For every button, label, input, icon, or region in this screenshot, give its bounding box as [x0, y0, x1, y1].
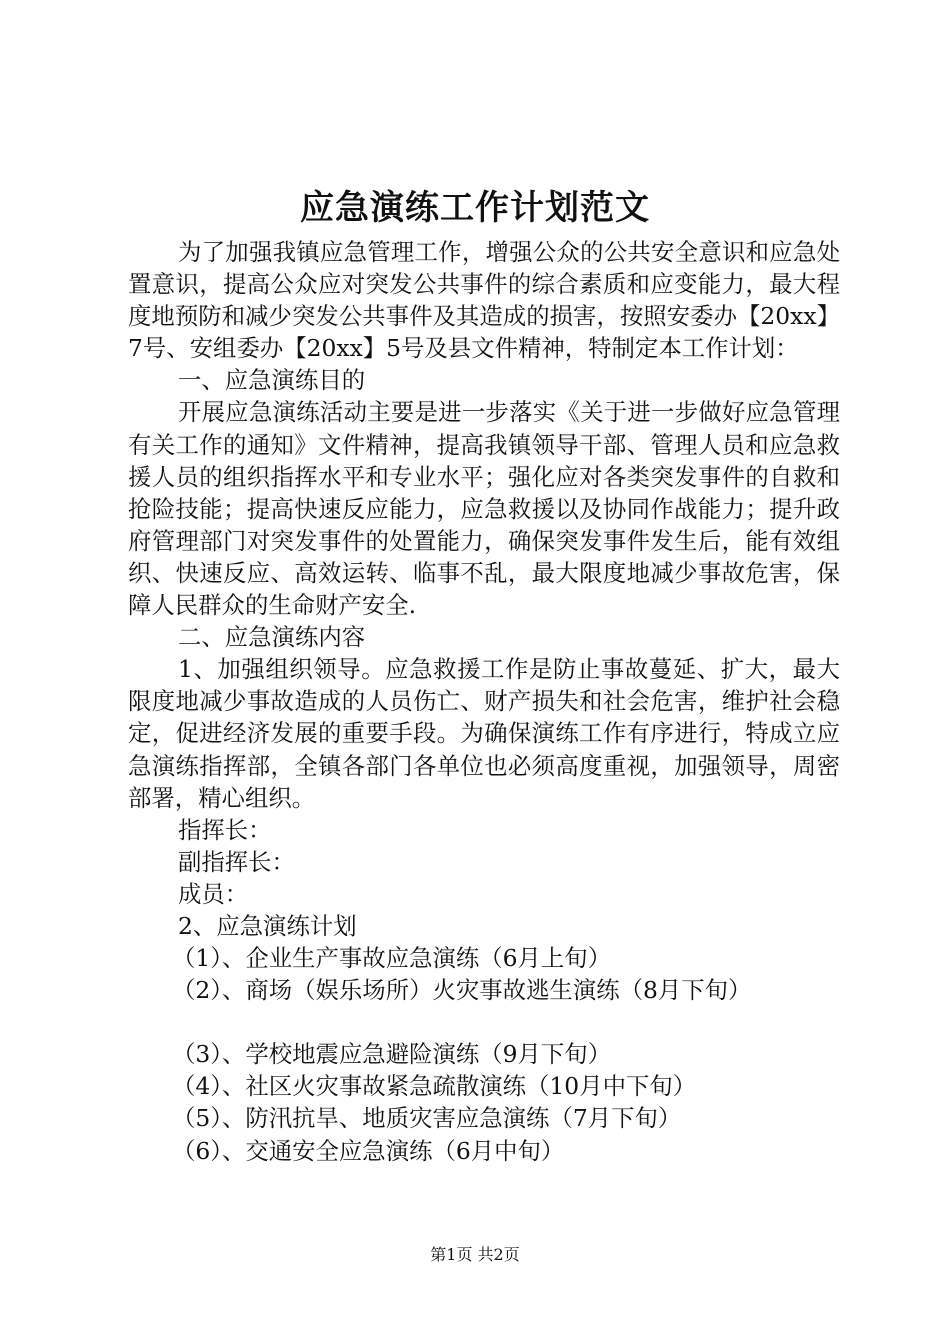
document-body — [128, 236, 840, 1167]
deputy-commander-line: 副指挥长： — [178, 847, 295, 876]
drill-plan-heading: 2、应急演练计划 — [178, 911, 357, 940]
drill-item: （6）、交通安全应急演练（6月中旬） — [172, 1136, 565, 1165]
commander-line: 指挥长： — [178, 815, 272, 844]
members-line: 成员： — [178, 879, 249, 908]
drill-item: （3）、学校地震应急避险演练（9月下旬） — [172, 1040, 612, 1069]
document-title: 应急演练工作计划范文 — [300, 188, 650, 228]
page-footer: 第1页 共2页 — [430, 1245, 520, 1264]
drill-item: （4）、社区火灾事故紧急疏散演练（10月中下旬） — [172, 1072, 697, 1101]
drill-item: （5）、防汛抗旱、地质灾害应急演练（7月下旬） — [172, 1104, 682, 1133]
purpose-paragraph: 开展应急演练活动主要是进一步落实《关于进一步做好应急管理有关工作的通知》文件精神，提高我镇领导干部、管理人员和应急救援人员的组织指挥水平和专业水平；强化应对各类突发事件的自救和抢险技能；提高快速反应能力，应急救援以及协同作战能力；提升政府管理部门对突发事件的处置能力，确保突发事件发生后，能有效组织、快速反应、高效运转、临事不乱，最大限度地减少事故危害，保障人民群众的生命财产安全. — [128, 398, 840, 620]
drill-item: （1）、企业生产事故应急演练（6月上旬） — [172, 944, 612, 973]
drill-item: （2）、商场（娱乐场所）火灾事故逃生演练（8月下旬） — [172, 976, 752, 1005]
organization-paragraph: 1、加强组织领导。应急救援工作是防止事故蔓延、扩大，最大限度地减少事故造成的人员伤亡、财产损失和社会危害，维护社会稳定，促进经济发展的重要手段。为确保演练工作有序进行，特成立应急演练指挥部，全镇各部门各单位也必须高度重视，加强领导，周密部署，精心组织。 — [128, 655, 840, 812]
section-heading-content: 二、应急演练内容 — [178, 623, 366, 652]
blank-line — [128, 1006, 840, 1038]
intro-paragraph: 为了加强我镇应急管理工作，增强公众的公共安全意识和应急处置意识，提高公众应对突发公共事件的综合素质和应变能力，最大程度地预防和减少突发公共事件及其造成的损害，按照安委办【20xx】7号、安组委办【20xx】5号及县文件精神，特制定本工作计划： — [128, 238, 840, 363]
section-heading-purpose: 一、应急演练目的 — [178, 366, 366, 395]
